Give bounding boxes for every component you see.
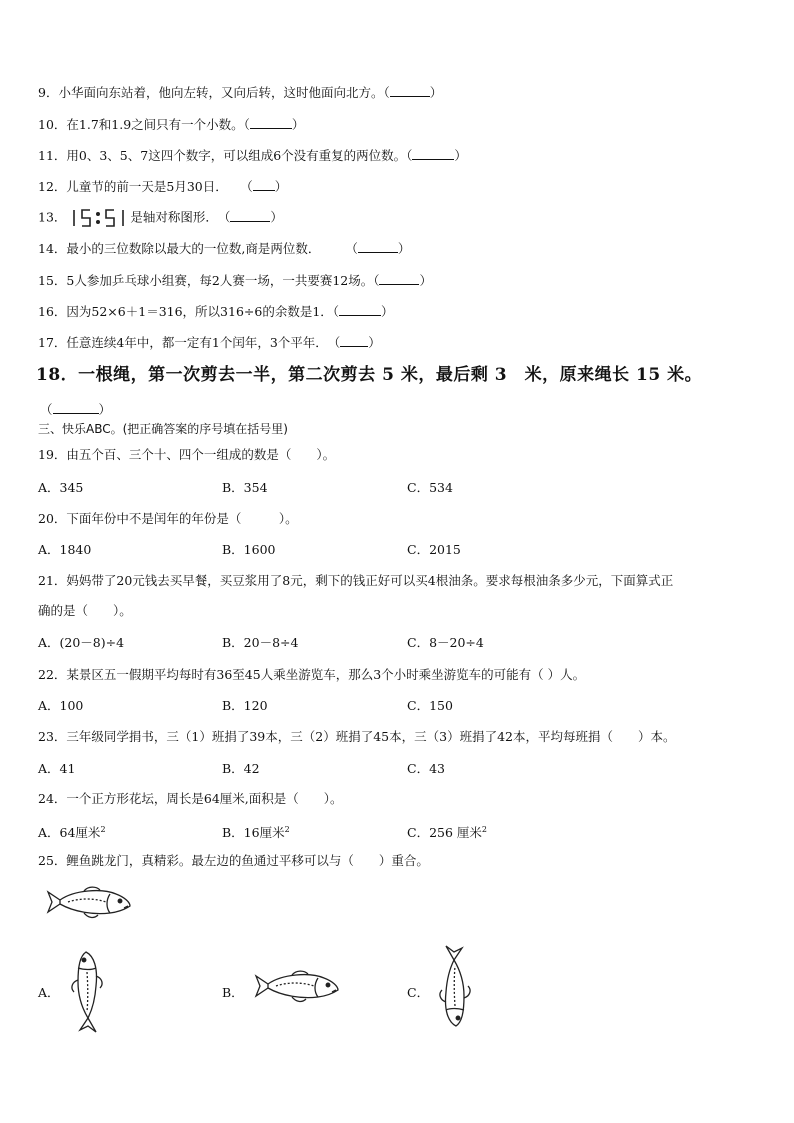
option-b[interactable]: B．16厘米$^2$ [222,825,290,841]
option-c[interactable]: C．8－20÷4 [407,635,484,650]
question-21-cont: 确的是（ ）。 [38,603,132,618]
option-b[interactable]: B． [222,985,244,1000]
answer-blank[interactable] [53,401,99,414]
question-23: 23．三年级同学捐书，三（1）班捐了39本，三（2）班捐了45本，三（3）班捐了42本，平均每班捐（ ）本。 [38,729,676,744]
answer-blank[interactable] [339,303,381,316]
option-b[interactable]: B．1600 [222,542,276,557]
fish-option-b-icon [252,966,342,1008]
fish-reference-icon [44,882,134,924]
question-15: 15．5人参加乒乓球小组赛，每2人赛一场，一共要赛12场。（ ） [38,273,432,288]
option-a[interactable]: A．64厘米$^2$ [38,825,106,841]
question-18-answer: （ ） [40,402,112,417]
question-11: 11．用0、3、5、7这四个数字，可以组成6个没有重复的两位数。（ ） [38,148,467,163]
option-c[interactable]: C．534 [407,480,453,495]
option-c[interactable]: C． [407,985,430,1000]
answer-blank[interactable] [412,147,454,160]
option-c[interactable]: C．2015 [407,542,461,557]
option-a[interactable]: A．345 [38,480,84,495]
question-18: 18．一根绳，第一次剪去一半，第二次剪去 5 米，最后剩 3 米，原来绳长 15 米。 [36,365,703,385]
answer-blank[interactable] [250,116,292,129]
option-b[interactable]: B．20－8÷4 [222,635,299,650]
question-25: 25．鲤鱼跳龙门，真精彩。最左边的鱼通过平移可以与（ ）重合。 [38,853,429,868]
answer-blank[interactable] [390,84,430,97]
option-c[interactable]: C．43 [407,761,445,776]
question-16: 16．因为52×6＋1＝316，所以316÷6的余数是1．（ ） [38,304,394,319]
answer-blank[interactable] [379,272,419,285]
question-21: 21．妈妈带了20元钱去买早餐，买豆浆用了8元，剩下的钱正好可以买4根油条。要求每根油条多少元，下面算式正 [38,573,674,588]
answer-blank[interactable] [230,209,270,222]
question-13: 13． 是轴对称图形． （ ） [38,208,283,228]
answer-blank[interactable] [340,334,368,347]
option-a[interactable]: A．1840 [38,542,92,557]
question-19: 19．由五个百、三个十、四个一组成的数是（ ）。 [38,447,336,462]
question-14: 14．最小的三位数除以最大的一位数,商是两位数． （ ） [38,241,411,256]
fish-option-a-icon [62,946,112,1034]
question-17: 17．任意连续4年中，都一定有1个闰年，3个平年． （ ） [38,335,381,350]
digital-clock-figure-icon [70,208,128,228]
question-9: 9．小华面向东站着，他向左转，又向后转，这时他面向北方。（ ） [38,85,443,100]
question-24: 24．一个正方形花坛，周长是64厘米,面积是（ ）。 [38,791,343,806]
option-c[interactable]: C．150 [407,698,453,713]
option-b[interactable]: B．42 [222,761,260,776]
option-a[interactable]: A． [38,985,60,1000]
option-b[interactable]: B．354 [222,480,268,495]
answer-blank[interactable] [358,240,398,253]
question-20: 20．下面年份中不是闰年的年份是（ ）。 [38,511,298,526]
question-12: 12．儿童节的前一天是5月30日． （ ） [38,179,288,194]
answer-blank[interactable] [253,178,275,191]
question-22: 22．某景区五一假期平均每时有36至45人乘坐游览车，那么3个小时乘坐游览车的可能有（ ）人。 [38,667,586,682]
fish-option-c-icon [430,944,480,1032]
option-b[interactable]: B．120 [222,698,268,713]
option-c[interactable]: C．256 厘米$^2$ [407,825,487,841]
option-a[interactable]: A．100 [38,698,84,713]
option-a[interactable]: A．(20－8)÷4 [38,635,125,650]
section-title: 三、快乐ABC。(把正确答案的序号填在括号里) [38,422,288,436]
option-a[interactable]: A．41 [38,761,76,776]
question-10: 10．在1.7和1.9之间只有一个小数。（ ） [38,117,305,132]
